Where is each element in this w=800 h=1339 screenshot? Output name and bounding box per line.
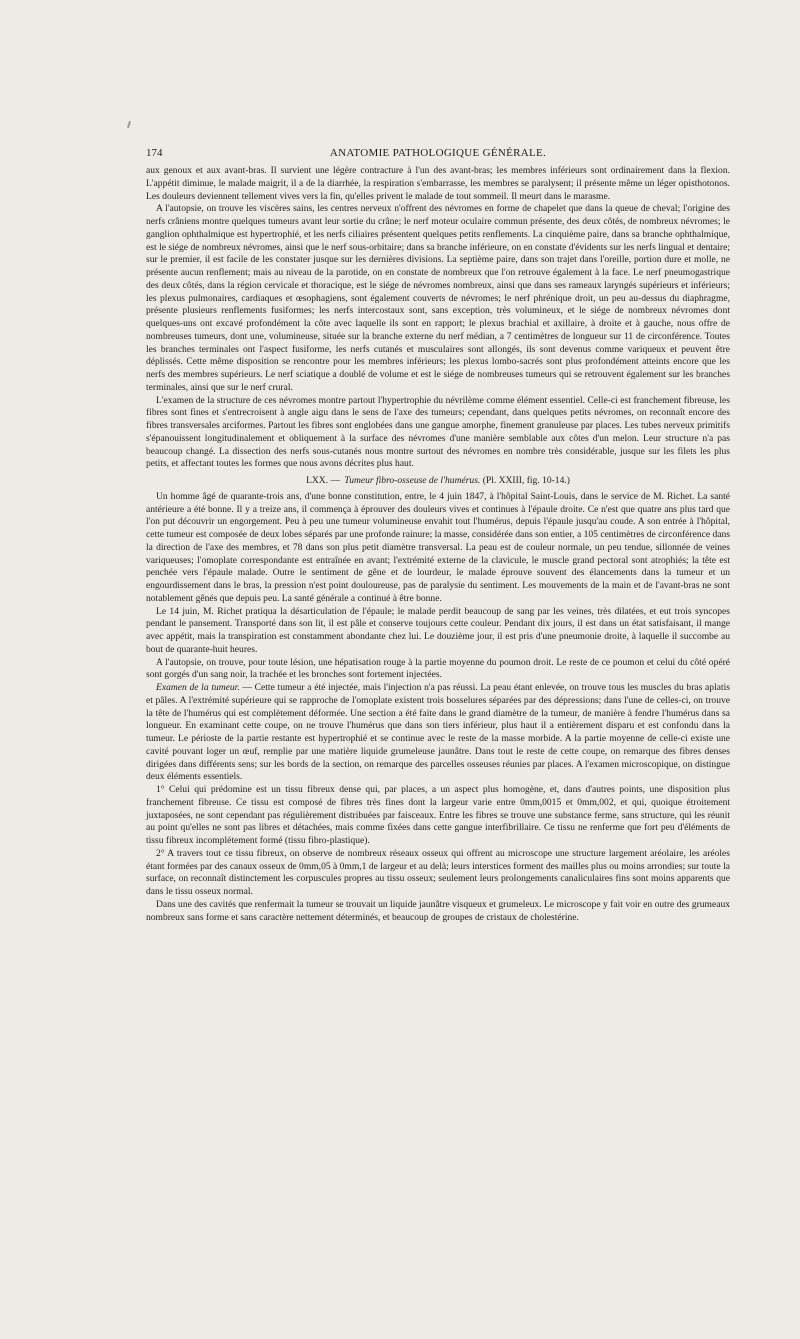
case-heading [146, 475, 730, 488]
paragraph: 2° A travers tout ce tissu fibreux, on observe de nombreux réseaux osseux qui offrent au microscope une structure largement aréolaire, les aréoles étant formées par des canaux osseux de 0mm,05 à 0mm,1 de largeur et au delà; leurs interstices forment des mailles plus ou moins arrondies; sur toute la surface, on reconnaît distinctement les corpuscules propres au tissu osseux; seulement leurs prolongements canaliculaires fins sont moins apparents que dans le tissu osseux normal. [146, 847, 730, 897]
paragraph: aux genoux et aux avant-bras. Il survient une légère contracture à l'un des avant-bras; les membres inférieurs sont ordinairement dans la flexion. L'appétit diminue, le malade maigrit, il a de la diarrhée, la respiration s'embarrasse, les membres se paralysent; il présente même un léger opisthotonos. Les douleurs deviennent tellement vives vers la fin, qu'elles privent le malade de tout sommeil. Il meurt dans le marasme. [146, 165, 730, 202]
paragraph: Un homme âgé de quarante-trois ans, d'une bonne constitution, entre, le 4 juin 1847, à l'hôpital Saint-Louis, dans le service de M. Richet. La santé antérieure a été bonne. Il y a treize ans, il commença à éprouver des douleurs vives et continues à l'épaule droite. Ce n'est que quatre ans plus tard que l'on put découvrir un engorgement. Peu à peu une tumeur volumineuse envahit tout l'humérus, depuis l'épaule jusqu'au coude. A son entrée à l'hôpital, cette tumeur est composée de deux lobes séparés par une profonde rainure; la masse, considérée dans son entier, a 105 centimètres de circonférence dans la direction de l'axe des membres, et 78 dans son plus petit diamètre transversal. La peau est de couleur normale, un peu tendue, sillonnée de veines variqueuses; l'omoplate correspondante est entraînée en avant; l'extrémité externe de la clavicule, le muscle grand pectoral sont atrophiés; la tête est penchée vers l'épaule malade. Outre le sentiment de gêne et de lourdeur, le malade éprouve souvent des élancements dans la tumeur et un engourdissement dans le bras, la pression n'est point douloureuse, pas de paralysie du sentiment. Les mouvements de la main et de l'avant-bras ne sont notablement gênés que depuis peu. La santé générale a continué à être bonne. [146, 490, 730, 604]
case-number: LXX. — [306, 475, 341, 486]
page-header [146, 147, 730, 161]
paragraph: 1° Celui qui prédomine est un tissu fibreux dense qui, par places, a un aspect plus homogène, et, dans d'autres points, une disposition plus franchement fibreuse. Ce tissu est composé de fibres très fines dont la largeur varie entre 0mm,0015 et 0mm,002, et qui, quoique étroitement juxtaposées, ne sont cependant pas régulièrement distribuées par faisceaux. Entre les fibres se trouve une substance ferme, sans structure, qui les réunit au point qu'elles ne sont pas libres et détachées, mais comme fixées dans cette gangue interfibrillaire. Ce tissu ne renferme que fort peu d'éléments de tissu fibreux incomplétement formé (tissu fibro-plastique). [146, 784, 730, 846]
paragraph: A l'autopsie, on trouve, pour toute lésion, une hépatisation rouge à la partie moyenne du poumon droit. Le reste de ce poumon et celui du côté opéré sont gorgés d'un sang noir, la trachée et les bronches sont fortement injectées. [146, 656, 730, 681]
paragraph-text: — Cette tumeur a été injectée, mais l'injection n'a pas réussi. La peau étant enlevée, on trouve tous les muscles du bras aplatis et pâles. A l'extrémité supérieure qui se rapproche de l'omoplate existent trois bosselures séparées par des dépressions; dans l'une de celles-ci, on trouve la tête de l'humérus qui est complètement déformée. Une section a été faite dans le grand diamètre de la tumeur, de manière à fendre l'humérus dans sa longueur. En examinant cette coupe, on ne trouve l'humérus que dans son tiers inférieur, plus haut il a entièrement disparu et est confondu dans la tumeur. Le périoste de la partie restante est hypertrophié et se continue avec le reste de la masse morbide. A la partie moyenne de celle-ci existe une cavité pouvant loger un œuf, remplie par une matière liquide grumeleuse jaunâtre. Dans tout le reste de cette coupe, on remarque des fibres denses dirigées dans différents sens; sur les bords de la section, on remarque des parcelles osseuses réunies par places. A l'examen microscopique, on distingue deux éléments essentiels. [146, 682, 730, 783]
running-title: ANATOMIE PATHOLOGIQUE GÉNÉRALE. [329, 147, 547, 159]
case-title: Tumeur fibro-osseuse de l'humérus. [344, 475, 481, 486]
paragraph: A l'autopsie, on trouve les viscères sains, les centres nerveux n'offrent des névromes en forme de chapelet que dans la queue de cheval; l'origine des nerfs crâniens montre quelques tumeurs avant leur sortie du crâne; le nerf moteur oculaire commun présente, des deux côtés, de nombreux névromes; le ganglion ophthalmique est hypertrophié, et les nerfs ciliaires présentent quelques petits renflements. La cinquième paire, dans sa branche ophthalmique, est le siége de nombreux névromes, ainsi que le nerf sous-orbitaire; dans sa branche inférieure, on en constate d'évidents sur les nerfs lingual et dentaire; sur le premier, il est facile de les constater jusque sur les dernières divisions. La septième paire, dans son trajet dans l'oreille, portion dure et molle, ne présente aucun renflement; mais au niveau de la parotide, on en constate de nombreux que l'on retrouve également à la face. Le nerf pneumogastrique des deux côtés, dans la région cervicale et thoracique, est le siége de névromes nombreux, ainsi que dans ses rameaux laryngés supérieurs et inférieurs; les plexus pulmonaires, cardiaques et œsophagiens, sont également couverts de névromes; le nerf phrénique droit, un peu au-dessus du diaphragme, présente plusieurs renflements fusiformes; les nerfs intercostaux sont, sans exception, très volumineux, et le siége de nombreux névromes dont quelques-uns ont excavé profondément la côte avec laquelle ils sont en rapport; le plexus brachial et axillaire, à droite et à gauche, nous offre de nombreuses tumeurs, dont une, volumineuse, située sur la branche externe du nerf médian, a 7 centimètres de longueur sur 11 de circonférence. Toutes les branches terminales ont l'aspect fusiforme, les nerfs cutanés et musculaires sont allongés, ils sont devenus comme variqueux et peuvent être déplissés. Cette même disposition se rencontre pour les membres inférieurs; les plexus lombo-sacrés sont plus profondément atteints encore que les nerfs des membres supérieurs. Le nerf sciatique a doublé de volume et est le siége de nombreuses tumeurs qui se retrouvent également sur les branches terminales, ainsi que sur le nerf crural. [146, 203, 730, 393]
paragraph: Dans une des cavités que renfermait la tumeur se trouvait un liquide jaunâtre visqueux et grumeleux. Le microscope y fait voir en outre des grumeaux nombreux sans forme et sans caractère nettement déterminés, et beaucoup de groupes de cristaux de cholestérine. [146, 898, 730, 923]
case-reference: (Pl. XXIII, fig. 10-14.) [482, 475, 570, 486]
paragraph: Le 14 juin, M. Richet pratiqua la désarticulation de l'épaule; le malade perdit beaucoup de sang par les veines, très dilatées, et eut trois syncopes pendant le pansement. Transporté dans son lit, il est pâle et conserve toujours cette couleur. Pendant dix jours, il est dans un état satisfaisant, il mange avec appétit, mais la transpiration est constamment abondante chez lui. Le douzième jour, il est pris d'une pneumonie droite, à laquelle il succombe au bout de quarante-huit heures. [146, 605, 730, 655]
pencil-mark [127, 121, 131, 128]
paragraph: L'examen de la structure de ces névromes montre partout l'hypertrophie du névrilème comme élément essentiel. Celle-ci est franchement fibreuse, les fibres sont fines et s'entrecroisent à angle aigu dans le sens de l'axe des tumeurs; cependant, dans quelques petits névromes, on reconnaît encore des fibres transversales arciformes. Partout les fibres sont englobées dans une gangue amorphe, finement granuleuse par places. Les tubes nerveux primitifs s'épanouissent longitudinalement et obliquement à la surface des névromes d'une manière semblable aux côtes d'un melon. Leur structure n'a pas beaucoup changé. La dissection des nerfs sous-cutanés nous montre surtout des névromes en nombre très considérable, jusque sur les filets les plus petits, et affectant toutes les formes que nous avons décrites plus haut. [146, 394, 730, 470]
page-number: 174 [146, 147, 163, 159]
page-content [146, 147, 730, 924]
paragraph [146, 682, 730, 784]
subsection-label: Examen de la tumeur. [156, 682, 240, 693]
